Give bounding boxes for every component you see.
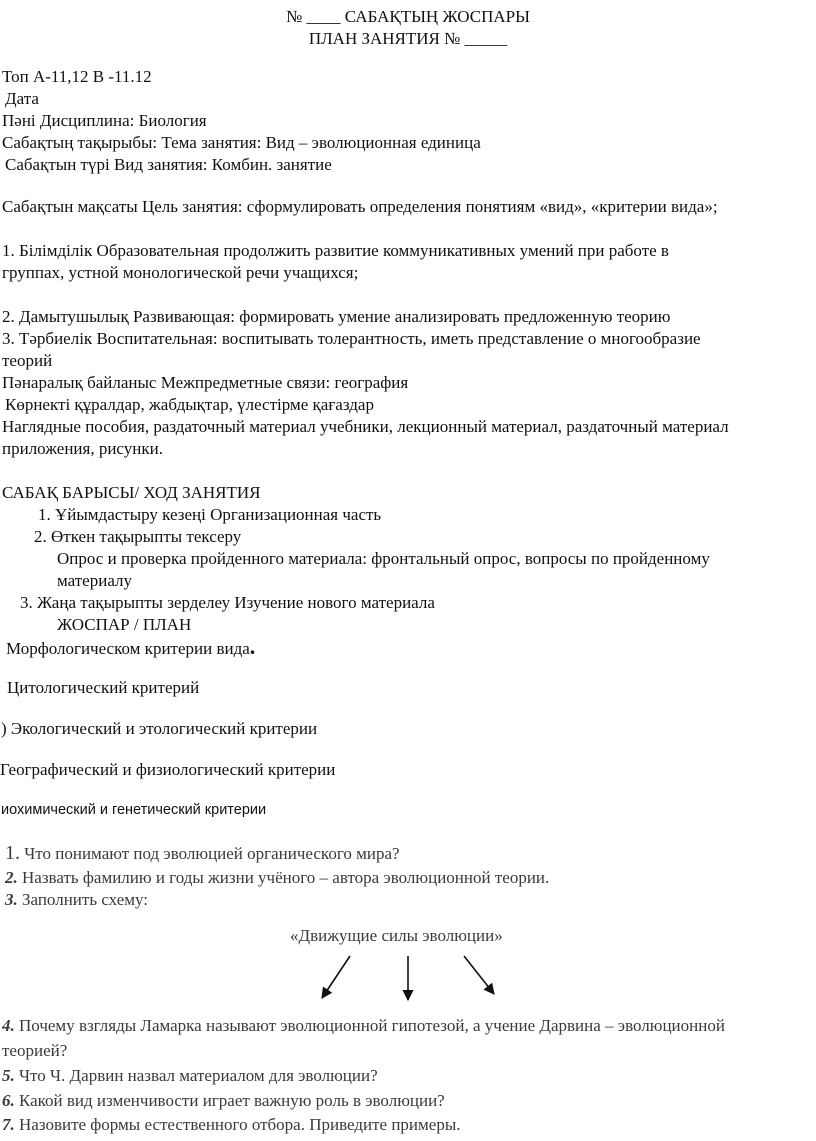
lesson-type-line: Сабақтын түрі Вид занятия: Комбин. занятие: [5, 155, 332, 174]
step-2: 2. Өткен тақырыпты тексеру: [34, 527, 242, 546]
question-4-text-1: Почему взгляды Ламарка называют эволюционной гипотезой, а учение Дарвина – эволюционной: [19, 1016, 725, 1035]
step-1: 1. Ұйымдастыру кезеңі Организационная часть: [38, 505, 382, 524]
plan-item-1-tail: .: [249, 634, 256, 659]
plan-item-1-text: Морфологическом критерии вида: [6, 639, 250, 658]
question-3: [5, 889, 148, 911]
upbringing-goal-line-1: 3. Тәрбиелік Воспитательная: воспитывать толерантность, иметь представление о многообразие: [2, 329, 701, 348]
course-heading: САБАҚ БАРЫСЫ/ ХОД ЗАНЯТИЯ: [2, 483, 261, 502]
question-4-line-2: теорией?: [2, 1041, 68, 1060]
tools-line-1: Наглядные пособия, раздаточный материал учебники, лекционный материал, раздаточный материал: [2, 417, 729, 436]
question-6: [2, 1090, 445, 1112]
plan-item-2: Цитологический критерий: [7, 678, 200, 697]
topic-line: Сабақтың тақырыбы: Тема занятия: Вид – эволюционная единица: [2, 133, 481, 152]
question-5-number: 5.: [2, 1066, 15, 1085]
question-5: [2, 1065, 378, 1087]
question-1-text: Что понимают под эволюцией органического мира?: [24, 844, 400, 863]
interdisciplinary-line: Пәнаралық байланыс Межпредметные связи: география: [2, 373, 409, 392]
question-1-number: 1.: [5, 842, 20, 864]
header-line-1: № ____ САБАҚТЫҢ ЖОСПАРЫ: [286, 7, 530, 26]
question-4-number: 4.: [2, 1016, 15, 1035]
step-2-desc-1: Опрос и проверка пройденного материала: фронтальный опрос, вопросы по пройденному: [57, 549, 710, 568]
educational-goal-line-2: группах, устной монологической речи учащихся;: [2, 263, 359, 282]
question-3-number: 3.: [5, 890, 18, 909]
scheme-arrows: [300, 950, 520, 1006]
question-2-number: 2.: [5, 868, 18, 887]
arrow-left: [322, 956, 350, 998]
plan-heading: ЖОСПАР / ПЛАН: [57, 615, 192, 634]
question-7: [2, 1114, 461, 1136]
discipline-line: Пәні Дисциплина: Биология: [2, 111, 207, 130]
plan-item-5: иохимический и генетический критерии: [1, 802, 267, 818]
tools-kz-line: Көрнекті құралдар, жабдықтар, үлестірме қағаздар: [5, 395, 374, 414]
question-2-text: Назвать фамилию и годы жизни учёного – автора эволюционной теории.: [22, 868, 550, 887]
question-6-number: 6.: [2, 1091, 15, 1110]
educational-goal-line-1: 1. Білімділік Образовательная продолжить развитие коммуникативных умений при работе в: [2, 241, 669, 260]
question-5-text: Что Ч. Дарвин назвал материалом для эволюции?: [19, 1066, 378, 1085]
question-1: [5, 842, 400, 865]
step-2-desc-2: материалу: [57, 571, 132, 590]
step-3: 3. Жаңа тақырыпты зерделеу Изучение нового материала: [20, 593, 435, 612]
question-3-text: Заполнить схему:: [22, 890, 149, 909]
group-line: Топ А-11,12 В -11.12: [2, 67, 152, 86]
goal-line: Сабақтын мақсаты Цель занятия: сформулировать определения понятиям «вид», «критерии вида»;: [2, 197, 718, 216]
question-4-line-1: [2, 1015, 725, 1037]
arrow-right: [464, 956, 494, 994]
scheme-title: «Движущие силы эволюции»: [290, 926, 503, 945]
header-line-2: ПЛАН ЗАНЯТИЯ № _____: [308, 29, 508, 48]
question-7-number: 7.: [2, 1115, 15, 1134]
plan-item-4: Географический и физиологический критерии: [0, 760, 336, 779]
plan-item-1: [6, 636, 255, 660]
date-line: Дата: [5, 89, 39, 108]
plan-item-3: ) Экологический и этологический критерии: [1, 719, 318, 738]
question-6-text: Какой вид изменчивости играет важную роль в эволюции?: [19, 1091, 445, 1110]
question-2: [5, 867, 549, 889]
upbringing-goal-line-2: теорий: [2, 351, 53, 370]
tools-line-2: приложения, рисунки.: [2, 439, 163, 458]
developmental-goal-line: 2. Дамытушылық Развивающая: формировать умение анализировать предложенную теорию: [2, 307, 671, 326]
question-7-text: Назовите формы естественного отбора. Приведите примеры.: [19, 1115, 461, 1134]
